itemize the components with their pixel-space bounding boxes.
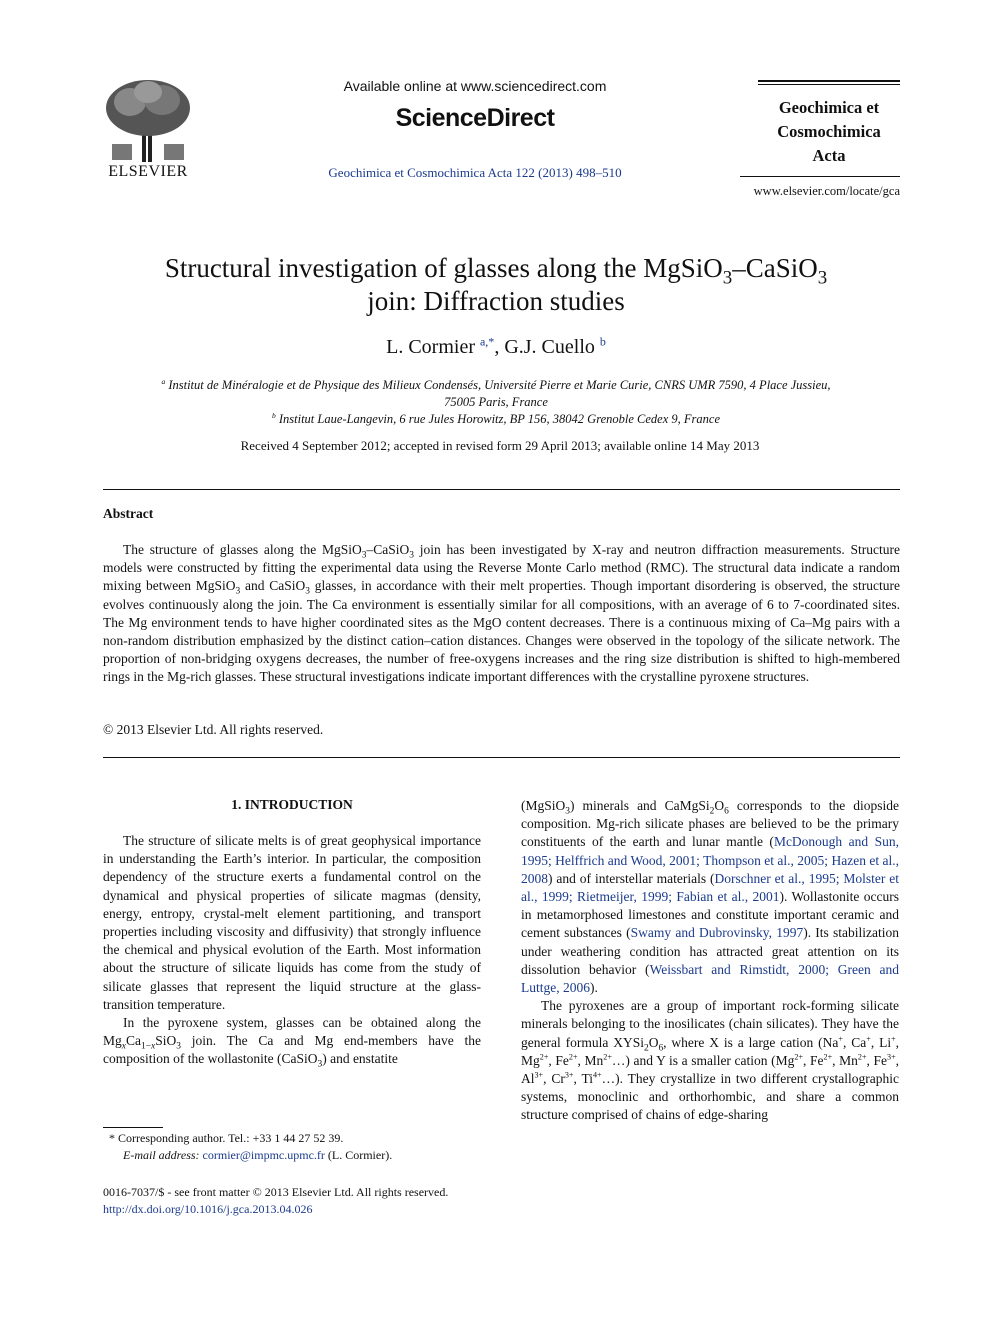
email-line (103, 1147, 481, 1164)
publisher-name: ELSEVIER (108, 163, 188, 180)
affiliation-b: $^b$ Institut Laue-Langevin, 6 rue Jules Horowitz, BP 156, 38042 Grenoble Cedex 9, France (271, 410, 721, 426)
affiliation-a: $^a$ Institut de Minéralogie et de Physique des Milieux Condensés, Université Pierre et Marie Curie, CNRS UMR 7590, 4 Place Jussieu, 75005 Paris, France (161, 376, 831, 409)
available-online: Available online at www.sciencedirect.com (343, 78, 607, 94)
left-column (103, 832, 481, 1069)
journal-name-line: Acta (812, 146, 846, 165)
article-title: Structural investigation of glasses along the MgSiO$_3$–CaSiO$_3$ join: Diffraction studies (164, 253, 828, 316)
abstract-paragraph: The structure of glasses along the MgSiO$_3$–CaSiO$_3$ join has been investigated by X-ray and neutron diffraction measurements. Structure models were constructed by fitting the experimental data using the Reverse Monte Carlo method (RMC). The structural data indicate a random mixing between MgSiO$_3$ and CaSiO$_3$ glasses, in accordance with their melt properties. Though important disordering is observed, the structure evolves continuously along the join. The Ca environment is essentially similar for all compositions, with an average of 6 to 7-coordinated sites. The Mg environment tends to have higher coordinated sites as the MgO content decreases. There is a continuous mixing of Ca–Mg pairs with a non-random distribution emphasized by the distinct cation–cation distances. Changes were observed in the topology of the silicate network. The proportion of non-bridging oxygens decreases, the number of free-oxygens increases and the ring size distribution is shifted to high-membered rings in the Mg-rich glasses. These structural investigations indicate important differences with the crystalline pyroxene structures. (103, 542, 900, 685)
journal-url[interactable]: www.elsevier.com/locate/gca (753, 184, 900, 198)
header-rule (758, 80, 900, 82)
issn-line: 0016-7037/$ - see front matter © 2013 Elsevier Ltd. All rights reserved. (103, 1185, 449, 1199)
journal-name-line: Geochimica et (778, 98, 880, 117)
journal-name-line: Cosmochimica (777, 122, 881, 141)
section-heading: 1. INTRODUCTION (231, 797, 353, 812)
corresponding-author-note: * Corresponding author. Tel.: +33 1 44 27 52 39. (109, 1131, 344, 1145)
abstract-heading: Abstract (103, 506, 154, 521)
body-paragraph: The structure of silicate melts is of great geophysical importance in understanding the Earth’s interior. In particular, the composition dependency of the structure exerts a fundamental control on the dynamical and physical properties of silicate magmas (density, energy, entropy, crystal-melt element partitioning, and transport properties including viscosity and diffusivity) that strongly influence the chemical and physical evolution of the Earth. Most information about the structure of silicate liquids has come from the study of silicate glasses that represent the liquid structure at the glass-transition temperature. (103, 833, 481, 1012)
email-link[interactable]: cormier@impmc.upmc.fr (202, 1148, 325, 1162)
footnote (103, 1130, 481, 1164)
sciencedirect-logo: ScienceDirect (395, 104, 555, 132)
header-rule-thin (758, 84, 900, 85)
journal-rule (740, 176, 900, 177)
abstract-text (103, 541, 900, 687)
body-paragraph: (MgSiO$_3$) minerals and $CaMgSi_2O_6$ corresponds to the diopside composition. Mg-rich silicate phases are believed to be the primary constituents of the earth and lunar mantle (McDonough and Sun, 1995; Helffrich and Wood, 2001; Thompson et al., 2005; Hazen et al., 2008) and of interstellar materials (Dorschner et al., 1995; Molster et al., 1999; Rietmeijer, 1999; Fabian et al., 2001). Wollastonite occurs in metamorphosed limestones and constitute important ceramic and cement substances (Swamy and Dubrovinsky, 1997). Its stabilization under weathering condition has attracted great attention on its dissolution behavior (Weissbart and Rimstidt, 2000; Green and Luttge, 2006). (521, 798, 900, 996)
email-label: E-mail address: (123, 1148, 200, 1162)
page-footer (103, 1184, 603, 1218)
body-paragraph: In the pyroxene system, glasses can be obtained along the $Mg_xCa_{1-x}SiO_3$ join. The Ca and Mg end-members have the composition of the wollastonite (CaSiO$_3$) and enstatite (103, 1015, 481, 1071)
doi-link[interactable]: http://dx.doi.org/10.1016/j.gca.2013.04.026 (103, 1202, 313, 1216)
abstract-bottom-rule (103, 757, 900, 758)
article-dates: Received 4 September 2012; accepted in revised form 29 April 2013; available online 14 May 2013 (240, 438, 760, 453)
abstract-top-rule (103, 489, 900, 490)
body-paragraph: The pyroxenes are a group of important rock-forming silicate minerals belonging to the inosilicates (chain silicates). They have the general formula $XYSi_2O_6$, where X is a large cation (Na+, Ca+, Li+, $Mg^{2+}$, $Fe^{2+}$, $Mn^{2+}\dots$) and Y is a smaller cation ($Mg^{2+}$, $Fe^{2+}$, $Mn^{2+}$, $Fe^{3+}$, $Al^{3+}$, $Cr^{3+}$, $Ti^{4+}\dots$). They crystallize in two different crystallographic systems, monoclinic and orthorhombic, and share a common structure comprised of chains of edge-sharing (521, 998, 900, 1123)
journal-citation[interactable]: Geochimica et Cosmochimica Acta 122 (2013) 498–510 (328, 165, 622, 180)
right-column (521, 797, 899, 1125)
email-suffix: (L. Cormier). (327, 1148, 393, 1162)
journal-name (758, 96, 900, 168)
footnote-rule (103, 1127, 163, 1128)
author-list: L. Cormier $^{a,*}$, G.J. Cuello $^b$ (386, 334, 606, 358)
abstract-copyright: © 2013 Elsevier Ltd. All rights reserved. (103, 722, 324, 737)
